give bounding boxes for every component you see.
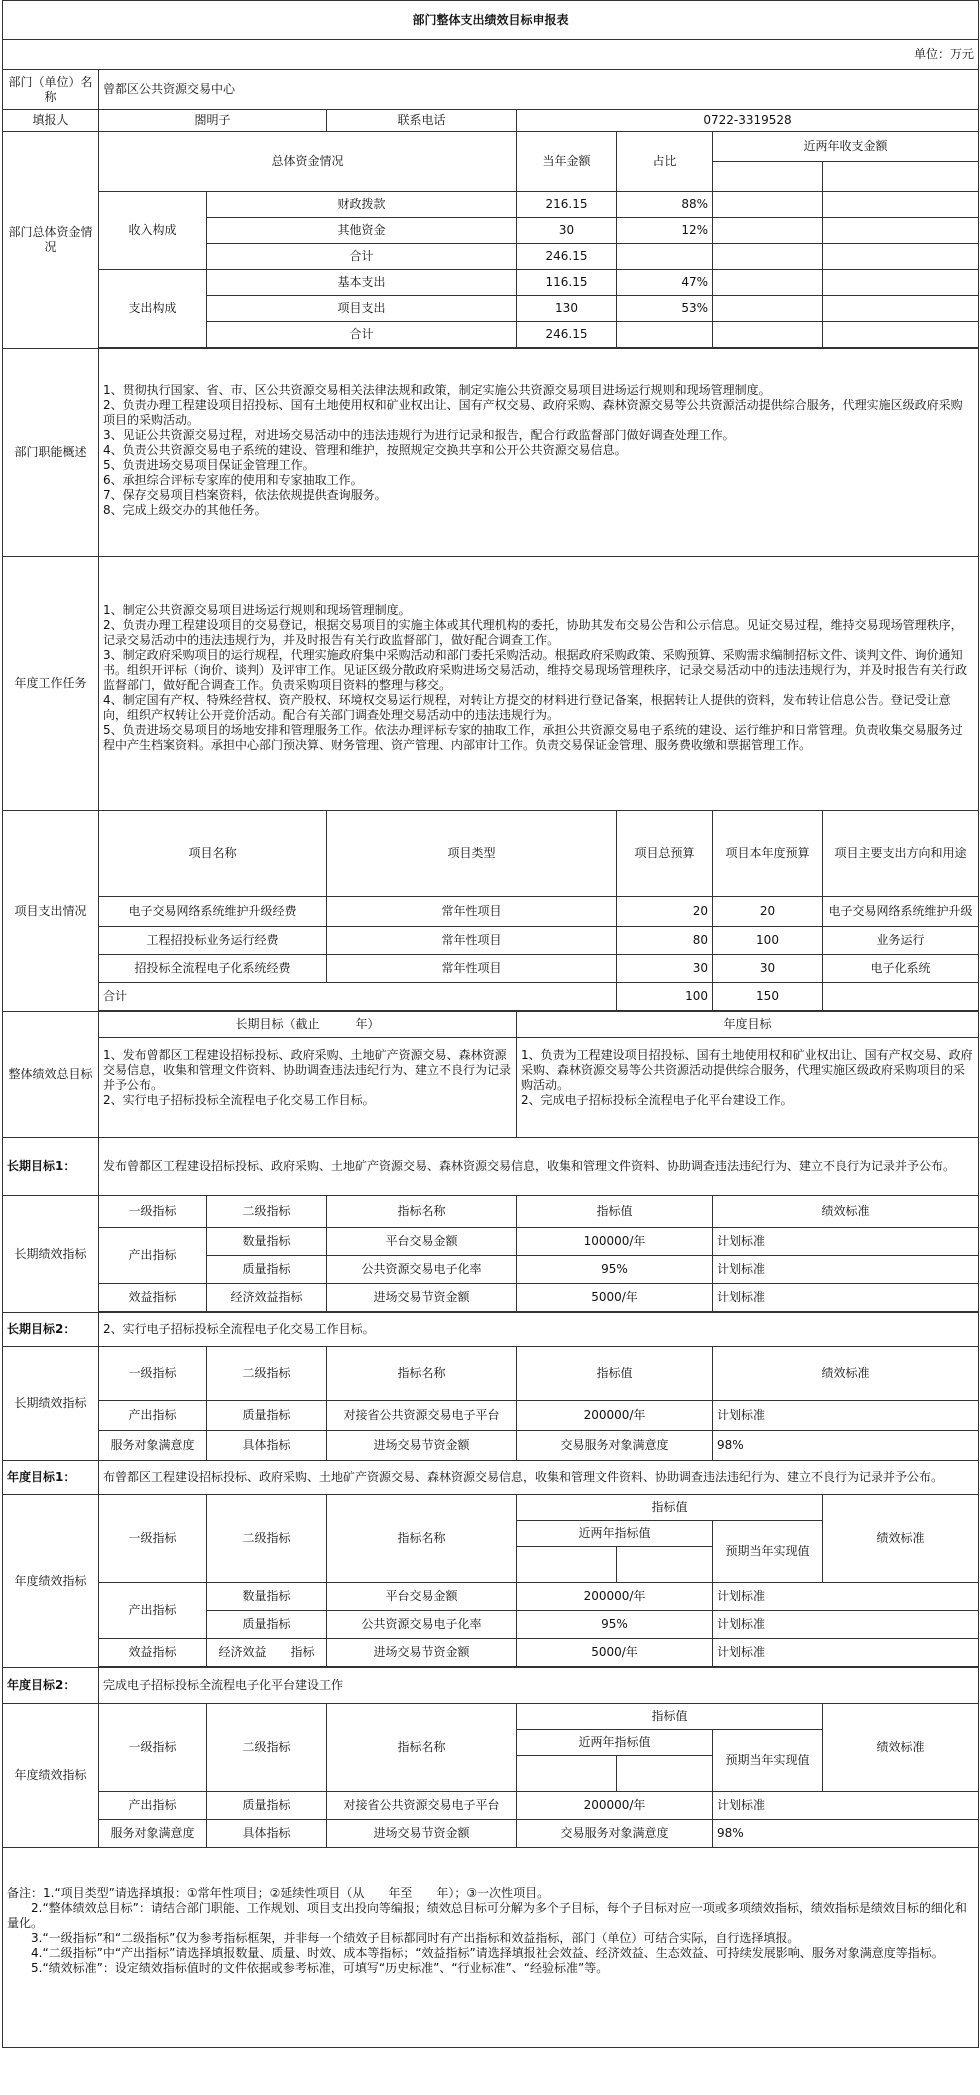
yt1-label: 年度目标1： <box>3 1461 99 1495</box>
lt1-benefit-value: 5000/年 <box>517 1284 713 1312</box>
dept-name: 曾都区公共资源交易中心 <box>99 70 979 110</box>
overall-long-head: 长期目标（截止 年） <box>99 1012 517 1038</box>
income-amount: 216.15 <box>517 192 617 218</box>
duties-label: 部门职能概述 <box>3 349 99 557</box>
yt1-h-std: 绩效标准 <box>823 1495 979 1583</box>
blank-cell <box>617 1756 713 1792</box>
lt1-value: 100000/年 <box>517 1228 713 1256</box>
expense-amount: 130 <box>517 296 617 322</box>
blank-cell <box>713 322 823 348</box>
lt1-std: 计划标准 <box>713 1256 979 1284</box>
yt2-section: 年度绩效指标 <box>3 1704 99 1848</box>
funds-head-current: 当年金额 <box>517 132 617 192</box>
yt2-h-value: 指标值 <box>517 1704 823 1730</box>
proj-use: 电子化系统 <box>823 955 979 983</box>
blank-cell <box>617 244 713 270</box>
lt2-output-l2: 质量指标 <box>207 1401 327 1431</box>
yt2-service-std: 98% <box>713 1820 979 1848</box>
blank-cell <box>823 322 979 348</box>
recent-year-2-head <box>823 162 979 192</box>
blank-cell <box>823 218 979 244</box>
yt2-output-l1: 产出指标 <box>99 1792 207 1820</box>
yt1-l2: 质量指标 <box>207 1611 327 1639</box>
blank-cell <box>713 192 823 218</box>
income-name: 财政拨款 <box>207 192 517 218</box>
proj-year: 30 <box>713 955 823 983</box>
lt2-service-l1: 服务对象满意度 <box>99 1431 207 1461</box>
yt2-service-name: 进场交易节资金额 <box>327 1820 517 1848</box>
projects-label: 项目支出情况 <box>3 811 99 1012</box>
proj-total: 20 <box>617 897 713 927</box>
yt1-name: 公共资源交易电子化率 <box>327 1611 517 1639</box>
proj-head-name: 项目名称 <box>99 811 327 897</box>
blank-cell <box>713 244 823 270</box>
yt1-h-value: 指标值 <box>517 1495 823 1521</box>
blank-cell <box>617 322 713 348</box>
yt2-h-std: 绩效标准 <box>823 1704 979 1792</box>
yt2-h-name: 指标名称 <box>327 1704 517 1792</box>
lt1-text: 发布曾都区工程建设招标投标、政府采购、土地矿产资源交易、森林资源交易信息，收集和管理文件资料、协助调查违法违纪行为、建立不良行为记录并予公布。 <box>99 1138 979 1196</box>
lt2-h-name: 指标名称 <box>327 1347 517 1401</box>
lt2-service-std: 98% <box>713 1431 979 1461</box>
expense-total: 246.15 <box>517 322 617 348</box>
expense-ratio: 53% <box>617 296 713 322</box>
lt1-benefit-l2: 经济效益指标 <box>207 1284 327 1312</box>
lt2-h-l2: 二级指标 <box>207 1347 327 1401</box>
lt1-benefit-std: 计划标准 <box>713 1284 979 1312</box>
notes: 备注：1.“项目类型”请选择填报：①常年性项目；②延续性项目（从 年至 年）；③一次性项目。 2.“整体绩效总目标”：请结合部门职能、工作规划、项目支出投向等编报；绩效总目标可分解为多个子目标，每个子目标对应一项或多项绩效指标，绩效指标是绩效目标的细化和量化。 3.“一级指标”和“二级指标”仅为参考指标框架，并非每一个绩效子目标都同时有产出指标和效益指标，部门（单位）可结合实际，自行选择填报。 4.“二级指标”中“产出指标”请选择填报数量、质量、时效、成本等指标；“效益指标”请选择填报社会效益、经济效益、生态效益、可持续发展影响、服务对象满意度等指标。 5.“绩效标准”：设定绩效指标值时的文件依据或参考标准，可填写“历史标准”、“行业标准”、“经验标准”等。 <box>3 1848 979 2048</box>
yt1-h-recent: 近两年指标值 <box>517 1521 713 1547</box>
funds-head-overall: 总体资金情况 <box>99 132 517 192</box>
proj-head-year: 项目本年度预算 <box>713 811 823 897</box>
filler-name: 閤明子 <box>99 110 327 132</box>
lt1-output-label: 产出指标 <box>99 1228 207 1284</box>
blank-cell <box>823 296 979 322</box>
lt1-h-l1: 一级指标 <box>99 1196 207 1228</box>
funds-section-label: 部门总体资金情况 <box>3 132 99 349</box>
yt1-benefit-l2: 经济效益 指标 <box>207 1639 327 1667</box>
filler-label: 填报人 <box>3 110 99 132</box>
lt1-benefit-l1: 效益指标 <box>99 1284 207 1312</box>
yt1-value: 200000/年 <box>517 1583 713 1611</box>
lt1-h-value: 指标值 <box>517 1196 713 1228</box>
lt1-l2: 质量指标 <box>207 1256 327 1284</box>
lt1-name: 公共资源交易电子化率 <box>327 1256 517 1284</box>
yt2-h-recent: 近两年指标值 <box>517 1730 713 1756</box>
yt1-value: 95% <box>517 1611 713 1639</box>
yt2-label: 年度目标2： <box>3 1668 99 1704</box>
yt1-benefit-std: 计划标准 <box>713 1639 979 1667</box>
proj-head-use: 项目主要支出方向和用途 <box>823 811 979 897</box>
yt2-output-name: 对接省公共资源交易电子平台 <box>327 1792 517 1820</box>
overall-long-text: 1、发布曾都区工程建设招标投标、政府采购、土地矿产资源交易、森林资源交易信息，收集和管理文件资料、协助调查违法违纪行为、建立不良行为记录并予公布。 2、实行电子招标投标全流程电子化交易工作目标。 <box>99 1038 517 1138</box>
blank-cell <box>823 983 979 1011</box>
blank-cell <box>617 1547 713 1583</box>
lt2-output-l1: 产出指标 <box>99 1401 207 1431</box>
expense-total-label: 合计 <box>207 322 517 348</box>
yt1-benefit-l1: 效益指标 <box>99 1639 207 1667</box>
lt2-service-name: 进场交易节资金额 <box>327 1431 517 1461</box>
lt2-text: 2、实行电子招标投标全流程电子化交易工作目标。 <box>99 1313 979 1347</box>
proj-name: 工程招投标业务运行经费 <box>99 927 327 955</box>
phone-label: 联系电话 <box>327 110 517 132</box>
yt1-h-name: 指标名称 <box>327 1495 517 1583</box>
overall-year-text: 1、负责为工程建设项目招投标、国有土地使用权和矿业权出让、国有产权交易、政府采购、森林资源交易等公共资源活动提供综合服务，代理实施区级政府采购项目的采购活动。 2、完成电子招标投标全流程电子化平台建设工作。 <box>517 1038 979 1138</box>
proj-name: 招投标全流程电子化系统经费 <box>99 955 327 983</box>
blank-cell <box>823 192 979 218</box>
yt1-output-label: 产出指标 <box>99 1583 207 1639</box>
yt2-text: 完成电子招标投标全流程电子化平台建设工作 <box>99 1668 979 1704</box>
dept-label: 部门（单位）名称 <box>3 70 99 110</box>
lt1-benefit-name: 进场交易节资金额 <box>327 1284 517 1312</box>
yt1-h-expect: 预期当年实现值 <box>713 1521 823 1583</box>
income-name: 其他资金 <box>207 218 517 244</box>
lt1-value: 95% <box>517 1256 713 1284</box>
proj-year: 20 <box>713 897 823 927</box>
expense-ratio: 47% <box>617 270 713 296</box>
lt2-service-value: 交易服务对象满意度 <box>517 1431 713 1461</box>
duties-text: 1、贯彻执行国家、省、市、区公共资源交易相关法律法规和政策，制定实施公共资源交易项目进场运行规则和现场管理制度。 2、负责办理工程建设项目招投标、国有土地使用权和矿业权出让、国有产权交易、政府采购、森林资源交易等公共资源活动提供综合服务，代理实施区级政府采购项目的采购活动。 3、见证公共资源交易过程，对进场交易活动中的违法违规行为进行记录和报告，配合行政监督部门做好调查处理工作。 4、负责公共资源交易电子系统的建设、管理和维护，按照规定交换共享和公开公共资源交易信息。 5、负责进场交易项目保证金管理工作。 6、承担综合评标专家库的使用和专家抽取工作。 7、保存交易项目档案资料，依法依规提供查询服务。 8、完成上级交办的其他任务。 <box>99 349 979 557</box>
lt1-h-std: 绩效标准 <box>713 1196 979 1228</box>
yt2-output-value: 200000/年 <box>517 1792 713 1820</box>
lt2-output-std: 计划标准 <box>713 1401 979 1431</box>
income-amount: 30 <box>517 218 617 244</box>
proj-head-type: 项目类型 <box>327 811 617 897</box>
yt2-service-value: 交易服务对象满意度 <box>517 1820 713 1848</box>
proj-name: 电子交易网络系统维护升级经费 <box>99 897 327 927</box>
lt2-output-value: 200000/年 <box>517 1401 713 1431</box>
expense-name: 项目支出 <box>207 296 517 322</box>
expense-amount: 116.15 <box>517 270 617 296</box>
yt1-std: 计划标准 <box>713 1611 979 1639</box>
yt1-text: 布曾都区工程建设招标投标、政府采购、土地矿产资源交易、森林资源交易信息，收集和管理文件资料、协助调查违法违纪行为、建立不良行为记录并予公布。 <box>99 1461 979 1495</box>
yt2-output-std: 计划标准 <box>713 1792 979 1820</box>
lt2-h-l1: 一级指标 <box>99 1347 207 1401</box>
lt1-h-l2: 二级指标 <box>207 1196 327 1228</box>
lt1-label: 长期目标1： <box>3 1138 99 1196</box>
proj-use: 业务运行 <box>823 927 979 955</box>
yt2-h-l1: 一级指标 <box>99 1704 207 1792</box>
form-table <box>2 0 979 2048</box>
lt1-std: 计划标准 <box>713 1228 979 1256</box>
lt2-label: 长期目标2： <box>3 1313 99 1347</box>
yt2-h-l2: 二级指标 <box>207 1704 327 1792</box>
income-ratio: 12% <box>617 218 713 244</box>
blank-cell <box>517 1756 617 1792</box>
proj-year: 100 <box>713 927 823 955</box>
yt1-h-l1: 一级指标 <box>99 1495 207 1583</box>
phone-value: 0722-3319528 <box>517 110 979 132</box>
blank-cell <box>823 244 979 270</box>
yt2-output-l2: 质量指标 <box>207 1792 327 1820</box>
income-total: 246.15 <box>517 244 617 270</box>
proj-type: 常年性项目 <box>327 927 617 955</box>
proj-type: 常年性项目 <box>327 955 617 983</box>
expense-name: 基本支出 <box>207 270 517 296</box>
recent-year-1-head <box>713 162 823 192</box>
yt1-h-l2: 二级指标 <box>207 1495 327 1583</box>
proj-total: 80 <box>617 927 713 955</box>
unit-label: 单位：万元 <box>3 40 979 70</box>
income-total-label: 合计 <box>207 244 517 270</box>
lt2-service-l2: 具体指标 <box>207 1431 327 1461</box>
lt2-output-name: 对接省公共资源交易电子平台 <box>327 1401 517 1431</box>
yt1-l2: 数量指标 <box>207 1583 327 1611</box>
lt2-section: 长期绩效指标 <box>3 1347 99 1461</box>
performance-form <box>2 0 978 2048</box>
proj-use: 电子交易网络系统维护升级 <box>823 897 979 927</box>
proj-type: 常年性项目 <box>327 897 617 927</box>
blank-cell <box>823 270 979 296</box>
funds-head-recent: 近两年收支金额 <box>713 132 979 162</box>
yt2-h-expect: 预期当年实现值 <box>713 1730 823 1792</box>
proj-total-label: 合计 <box>99 983 617 1011</box>
overall-year-head: 年度目标 <box>517 1012 979 1038</box>
yt1-name: 平台交易金额 <box>327 1583 517 1611</box>
expense-label: 支出构成 <box>99 270 207 348</box>
yt1-std: 计划标准 <box>713 1583 979 1611</box>
income-label: 收入构成 <box>99 192 207 270</box>
tasks-text: 1、制定公共资源交易项目进场运行规则和现场管理制度。 2、负责办理工程建设项目的交易登记，根据交易项目的实施主体或其代理机构的委托，协助其发布交易公告和公示信息。见证交易过程，维持交易现场管理秩序，记录交易活动中的违法违规行为，并及时报告有关行政监督部门，做好配合调查工作。 3、制定政府采购项目的运行规程，代理实施政府集中采购活动和部门委托采购活动。根据政府采购政策、采购预算、采购需求编制招标文件、谈判文件、询价通知书。组织开评标（询价、谈判）及评审工作。见证区级分散政府采购进场交易活动，维持交易现场管理秩序，记录交易活动中的违法违规行为，并及时报告有关行政监督部门，做好配合调查工作。负责采购项目资料的整理与移交。 4、制定国有产权、特殊经营权、资产股权、环境权交易运行规程，对转让方提交的材料进行登记备案，根据转让人提供的资料，发布转让信息公告。登记受让意向，组织产权转让公开竞价活动。配合有关部门调查处理交易活动中的违法违规行为。 5、负责进场交易项目的场地安排和管理服务工作。依法办理评标专家的抽取工作，承担公共资源交易电子系统的建设、运行维护和日常管理。负责收集交易服务过程中产生档案资料。承担中心部门预决算、财务管理、资产管理、内部审计工作。负责交易保证金管理、服务费收缴和票据管理工作。 <box>99 557 979 811</box>
blank-cell <box>713 296 823 322</box>
tasks-label: 年度工作任务 <box>3 557 99 811</box>
yt2-service-l1: 服务对象满意度 <box>99 1820 207 1848</box>
yt1-section: 年度绩效指标 <box>3 1495 99 1668</box>
blank-cell <box>517 1547 617 1583</box>
overall-label: 整体绩效总目标 <box>3 1012 99 1138</box>
proj-year-sum: 150 <box>713 983 823 1011</box>
blank-cell <box>713 218 823 244</box>
proj-total-sum: 100 <box>617 983 713 1011</box>
blank-cell <box>713 270 823 296</box>
lt1-l2: 数量指标 <box>207 1228 327 1256</box>
lt1-section: 长期绩效指标 <box>3 1196 99 1313</box>
yt2-service-l2: 具体指标 <box>207 1820 327 1848</box>
proj-total: 30 <box>617 955 713 983</box>
lt1-name: 平台交易金额 <box>327 1228 517 1256</box>
funds-head-ratio: 占比 <box>617 132 713 192</box>
lt2-h-value: 指标值 <box>517 1347 713 1401</box>
yt1-benefit-name: 进场交易节资金额 <box>327 1639 517 1667</box>
yt1-benefit-value: 5000/年 <box>517 1639 713 1667</box>
proj-head-total: 项目总预算 <box>617 811 713 897</box>
form-title: 部门整体支出绩效目标申报表 <box>3 1 979 40</box>
income-ratio: 88% <box>617 192 713 218</box>
lt2-h-std: 绩效标准 <box>713 1347 979 1401</box>
lt1-h-name: 指标名称 <box>327 1196 517 1228</box>
